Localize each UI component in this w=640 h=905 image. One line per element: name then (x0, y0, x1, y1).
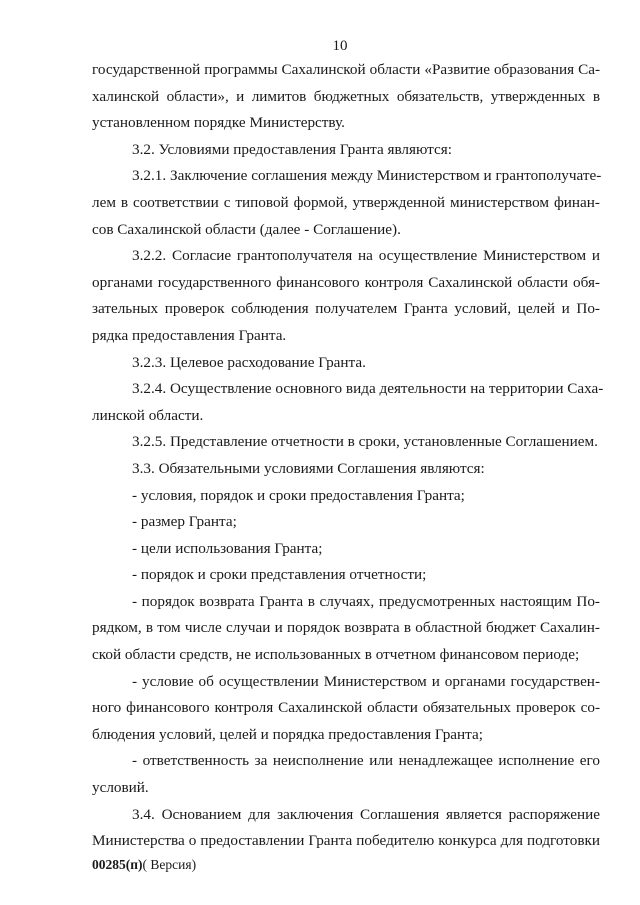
text-line: рядка предоставления Гранта. (92, 326, 287, 344)
text-line: ской области средств, не использованных в отчетном финансовом периоде; (92, 646, 580, 664)
document-version-label: ( Версия) (142, 857, 197, 872)
text-line: Министерства о предоставлении Гранта победителю конкурса для подготовки (92, 832, 600, 850)
text-line: 3.4. Основанием для заключения Соглашения является распоряжение (132, 805, 600, 823)
document-footer (92, 857, 196, 873)
text-line: линской области. (92, 406, 204, 424)
document-code: 00285(п) (92, 857, 143, 872)
text-line: 3.2.4. Осуществление основного вида деятельности на территории Саха- (132, 380, 604, 398)
text-line: 3.2.3. Целевое расходование Гранта. (132, 353, 366, 371)
text-line: ного финансового контроля Сахалинской области обязательных проверок со- (92, 699, 600, 717)
text-line: - ответственность за неисполнение или ненадлежащее исполнение его (132, 752, 600, 770)
text-line: блюдения условий, целей и порядка предоставления Гранта; (92, 725, 483, 743)
text-line: сов Сахалинской области (далее - Соглашение). (92, 220, 401, 238)
text-line: - условие об осуществлении Министерством и органами государствен- (132, 672, 600, 690)
text-line: условий. (92, 779, 149, 797)
text-line: 3.2.5. Представление отчетности в сроки, установленные Соглашением. (132, 433, 598, 451)
text-line: - цели использования Гранта; (132, 539, 323, 557)
text-line: - размер Гранта; (132, 513, 237, 531)
text-line: 3.2.1. Заключение соглашения между Министерством и грантополучате- (132, 167, 602, 185)
text-line: лем в соответствии с типовой формой, утвержденной министерством финан- (92, 193, 600, 211)
document-body (92, 57, 604, 855)
text-line: установленном порядке Министерству. (92, 114, 345, 132)
text-line: 3.2.2. Согласие грантополучателя на осуществление Министерством и (132, 247, 600, 265)
text-line: - условия, порядок и сроки предоставления Гранта; (132, 486, 465, 504)
page-number: 10 (332, 38, 348, 54)
text-line: - порядок возврата Гранта в случаях, предусмотренных настоящим По- (132, 592, 600, 610)
text-line: халинской области», и лимитов бюджетных обязательств, утвержденных в (92, 87, 600, 105)
text-line: 3.2. Условиями предоставления Гранта являются: (132, 140, 452, 158)
text-line: зательных проверок соблюдения получателем Гранта условий, целей и По- (92, 300, 600, 318)
text-line: государственной программы Сахалинской области «Развитие образования Са- (92, 61, 600, 78)
text-line: 3.3. Обязательными условиями Соглашения являются: (132, 459, 485, 477)
text-line: рядком, в том числе случаи и порядок возврата в областной бюджет Сахалин- (92, 619, 600, 637)
text-line: - порядок и сроки представления отчетности; (132, 566, 427, 584)
text-line: органами государственного финансового контроля Сахалинской области обя- (92, 273, 600, 291)
